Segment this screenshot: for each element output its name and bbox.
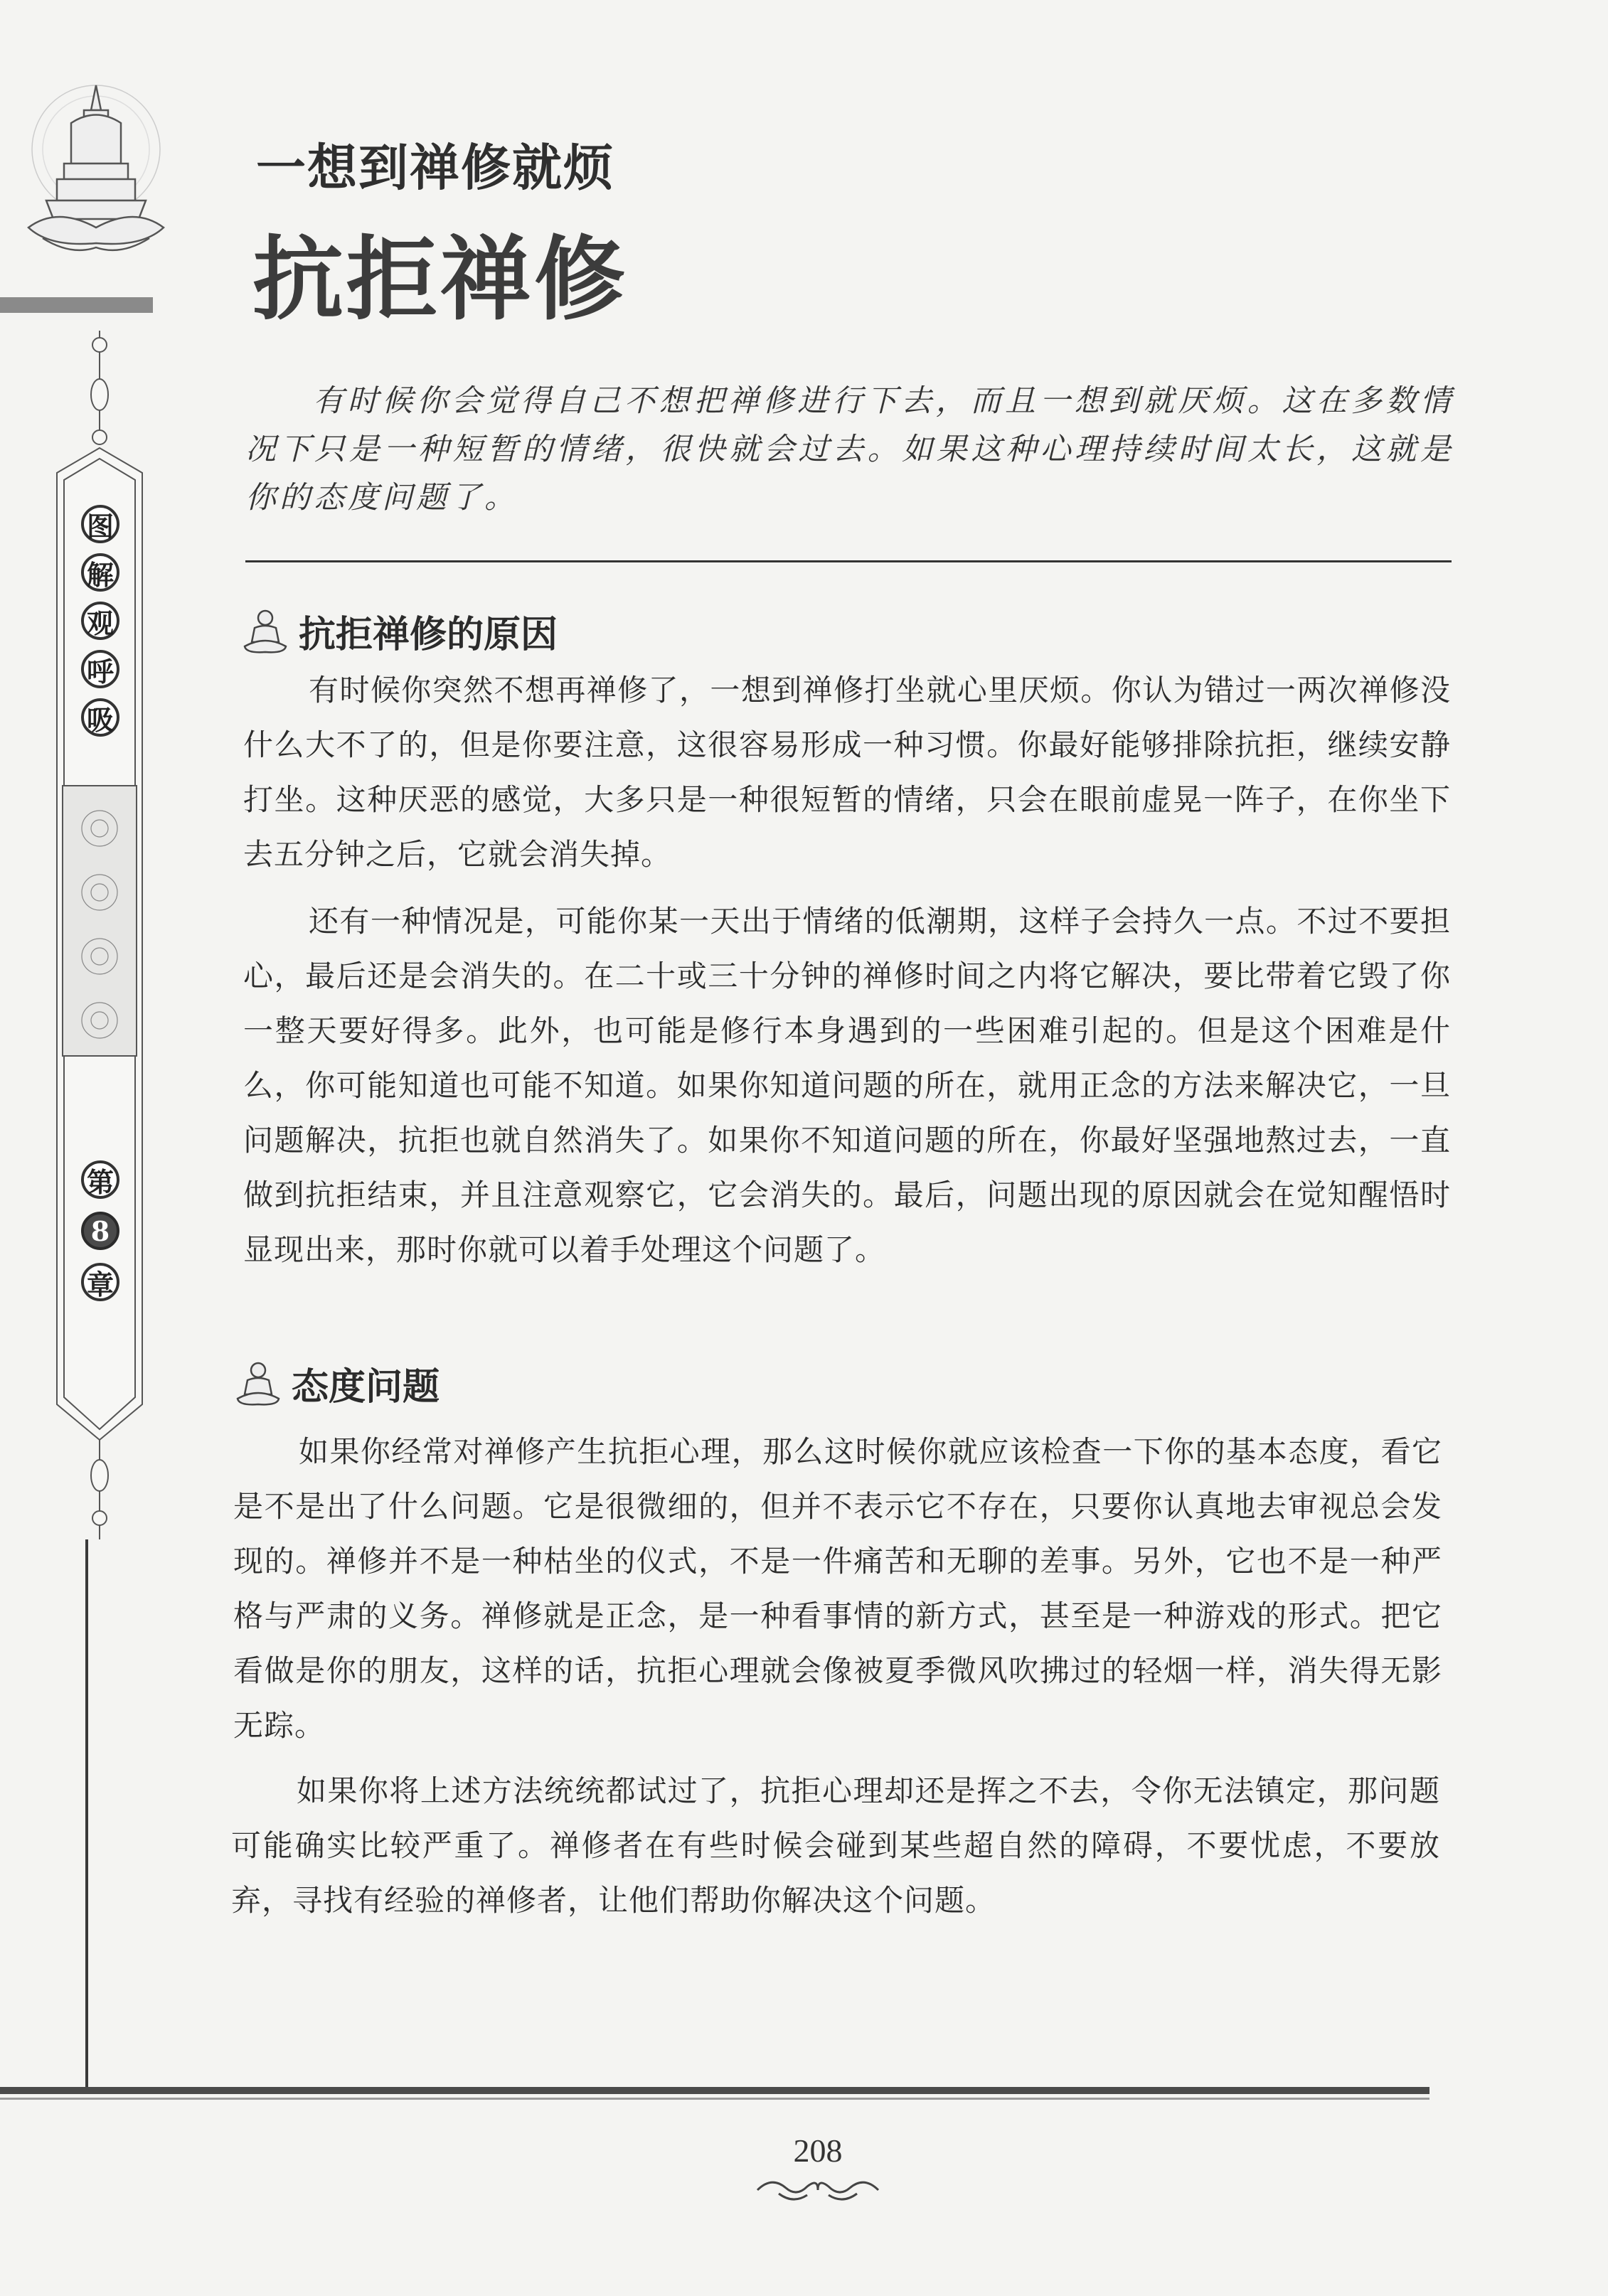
chapter-number: 8 (81, 1212, 119, 1250)
section-heading (235, 1357, 440, 1410)
left-vertical-rule (85, 1539, 88, 2094)
chapter-char: 第 (81, 1160, 119, 1199)
footer-rule (0, 2087, 1429, 2094)
meditating-monk-icon (242, 607, 289, 656)
intro-divider (245, 560, 1452, 562)
side-bar-stripe (0, 297, 153, 313)
chapter-char: 章 (81, 1263, 119, 1301)
stupa-icon (14, 57, 174, 284)
section-paragraph: 还有一种情况是，可能你某一天出于情绪的低潮期，这样子会持久一点。不过不要担心，最后还是会消失的。在二十或三十分钟的禅修时间之内将它解决，要比带着它毁了你一整天要好得多。此外，也可能是修行本身遇到的一些困难引起的。但是这个困难是什么，你可能知道也可能不知道。如果你知道问题的所在，就用正念的方法来解决它，一旦问题解决，抗拒也就自然消失了。如果你不知道问题的所在，你最好坚强地熬过去，一直做到抗拒结束，并且注意观察它，它会消失的。最后，问题出现的原因就会在觉知醒悟时显现出来，那时你就可以着手处理这个问题了。 (243, 904, 1451, 1267)
book-title-char: 图 (81, 505, 119, 543)
section-heading (242, 604, 558, 658)
footer-ornament-icon (750, 2172, 885, 2208)
meditating-monk-icon (235, 1359, 282, 1409)
page-number: 208 (793, 2132, 843, 2169)
intro-paragraph: 有时候你会觉得自己不想把禅修进行下去，而且一想到就厌烦。这在多数情况下只是一种短暂的情绪，很快就会过去。如果这种心理持续时间太长，这就是你的态度问题了。 (245, 383, 1454, 516)
section-heading-text: 抗拒禅修的原因 (299, 613, 558, 656)
page-title: 抗拒禅修 (252, 227, 629, 333)
section-heading-text: 态度问题 (292, 1365, 440, 1409)
footer-rule-thin (0, 2098, 1429, 2100)
book-title-char: 呼 (81, 650, 119, 688)
section-paragraph: 有时候你突然不想再禅修了，一想到禅修打坐就心里厌烦。你认为错过一两次禅修没什么大不了的，但是你要注意，这很容易形成一种习惯。你最好能够排除抗拒，继续安静打坐。这种厌恶的感觉，大多只是一种很短暂的情绪，只会在眼前虚晃一阵子，在你坐下去五分钟之后，它就会消失掉。 (243, 673, 1451, 872)
section-paragraph: 如果你经常对禅修产生抗拒心理，那么这时候你就应该检查一下你的基本态度，看它是不是出了什么问题。它是很微细的，但并不表示它不存在，只要你认真地去审视总会发现的。禅修并不是一种枯坐的仪式，不是一件痛苦和无聊的差事。另外，它也不是一种严格与严肃的义务。禅修就是正念，是一种看事情的新方式，甚至是一种游戏的形式。把它看做是你的朋友，这样的话，抗拒心理就会像被夏季微风吹拂过的轻烟一样，消失得无影无踪。 (233, 1434, 1442, 1743)
book-title-char: 吸 (81, 698, 119, 737)
section-paragraph: 如果你将上述方法统统都试过了，抗拒心理却还是挥之不去，令你无法镇定，那问题可能确实比较严重了。禅修者在有些时候会碰到某些超自然的障碍，不要忧虑，不要放弃，寻找有经验的禅修者，让他们帮助你解决这个问题。 (231, 1773, 1440, 1918)
page-subtitle: 一想到禅修就烦 (256, 139, 614, 197)
book-title-char: 观 (81, 602, 119, 640)
book-title-char: 解 (81, 553, 119, 592)
